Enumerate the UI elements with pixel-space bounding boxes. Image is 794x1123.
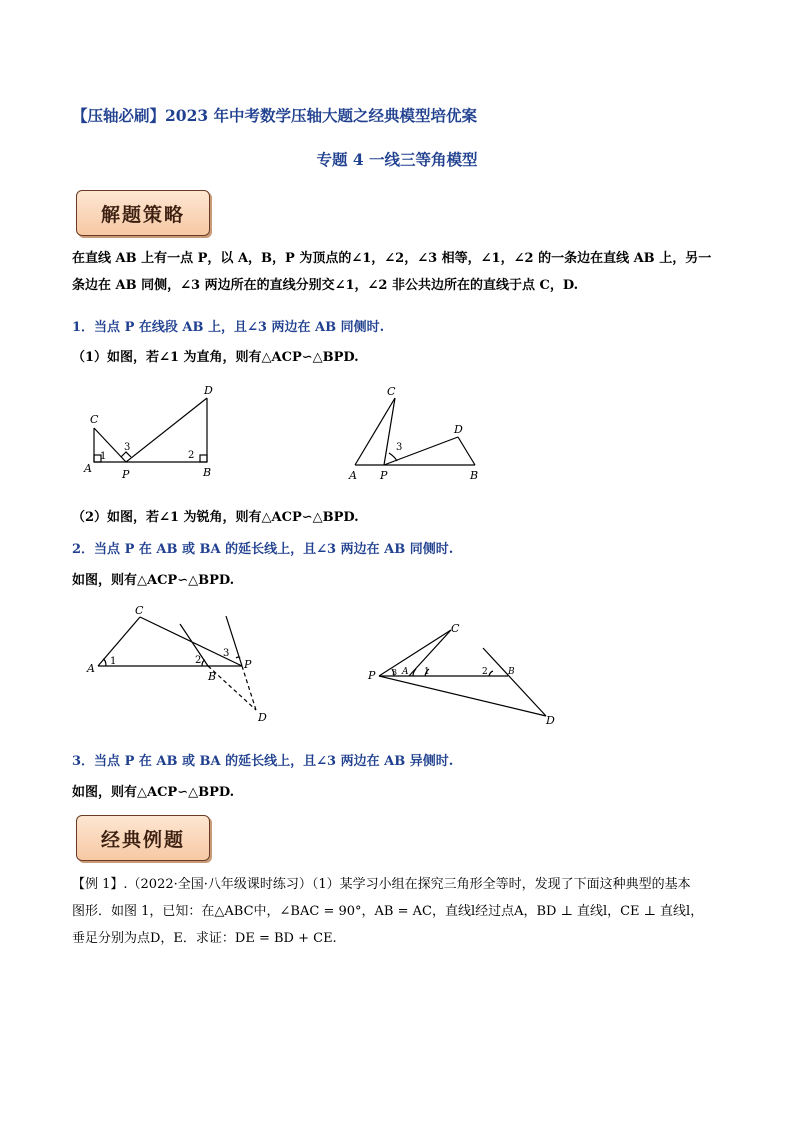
label-b: B — [208, 670, 217, 683]
examples-badge: 经典例题 — [76, 815, 210, 861]
case-3-heading: 3．当点 P 在 AB 或 BA 的延长线上，且∠3 两边在 AB 异侧时. — [72, 754, 454, 769]
label-c: C — [90, 413, 99, 426]
label-c: C — [387, 385, 396, 398]
case-1-heading: 1．当点 P 在线段 AB 上，且∠3 两边在 AB 同侧时. — [72, 320, 385, 335]
example-1-line-1: 【例 1】.（2022·全国·八年级课时练习）（1）某学习小组在探究三角形全等时，发现了下面这种典型的基本 — [72, 877, 691, 892]
label-d: D — [258, 711, 267, 724]
case-2-heading: 2．当点 P 在 AB 或 BA 的延长线上，且∠3 两边在 AB 同侧时. — [72, 542, 454, 557]
case-1-sub-1: （1）如图，若∠1 为直角，则有△ACP∽△BPD. — [72, 350, 359, 365]
figure-extension-same-side — [82, 600, 277, 728]
label-p: P — [122, 468, 130, 481]
topic-title: 专题 4 一线三等角模型 — [316, 150, 478, 169]
label-c: C — [135, 604, 144, 617]
label-a: A — [402, 667, 409, 677]
example-1-line-2: 图形．如图 1，已知：在△ABC中，∠BAC = 90°，AB = AC，直线l经过点A，BD ⊥ 直线l，CE ⊥ 直线l， — [72, 904, 704, 919]
angle-2-label: 2 — [195, 655, 202, 666]
label-a: A — [84, 462, 92, 475]
strategy-badge: 解题策略 — [76, 190, 210, 236]
label-p: P — [380, 469, 388, 482]
example-1-line-3: 垂足分别为点D，E．求证：DE = BD + CE. — [72, 931, 337, 946]
example-1 — [72, 871, 728, 952]
figure-right-angle — [80, 378, 230, 486]
strategy-intro — [72, 245, 732, 299]
label-c: C — [451, 622, 460, 635]
angle-3-label: 3 — [392, 668, 398, 677]
intro-line-2: 条边在 AB 同侧，∠3 两边所在的直线分别交∠1，∠2 非公共边所在的直线于点 C，D. — [72, 278, 579, 293]
label-a: A — [87, 662, 95, 675]
angle-3-label: 3 — [396, 442, 403, 453]
angle-1-label: 1 — [100, 451, 107, 462]
figure-extension-left — [365, 616, 565, 726]
label-b: B — [203, 466, 212, 479]
label-b: B — [508, 667, 515, 677]
intro-line-1: 在直线 AB 上有一点 P，以 A，B，P 为顶点的∠1，∠2，∠3 相等，∠1，∠2 的一条边在直线 AB 上，另一 — [72, 251, 712, 266]
label-d: D — [204, 384, 213, 397]
label-d: D — [546, 714, 555, 726]
label-b: B — [470, 469, 479, 482]
angle-2-label: 2 — [482, 667, 488, 677]
angle-3-label: 3 — [223, 648, 230, 659]
document-title: 【压轴必刷】2023 年中考数学压轴大题之经典模型培优案 — [72, 106, 478, 125]
case-2-result: 如图，则有△ACP∽△BPD. — [72, 573, 235, 588]
angle-3-label: 3 — [124, 442, 131, 453]
label-p: P — [244, 658, 252, 671]
case-1-sub-2: （2）如图，若∠1 为锐角，则有△ACP∽△BPD. — [72, 510, 359, 525]
label-p: P — [368, 669, 376, 682]
angle-1-label: 1 — [110, 656, 117, 667]
case-3-result: 如图，则有△ACP∽△BPD. — [72, 785, 235, 800]
angle-1-label: 1 — [424, 667, 430, 677]
label-a: A — [349, 469, 357, 482]
figure-acute-angle — [342, 382, 492, 486]
label-d: D — [454, 423, 463, 436]
angle-2-label: 2 — [188, 450, 195, 461]
